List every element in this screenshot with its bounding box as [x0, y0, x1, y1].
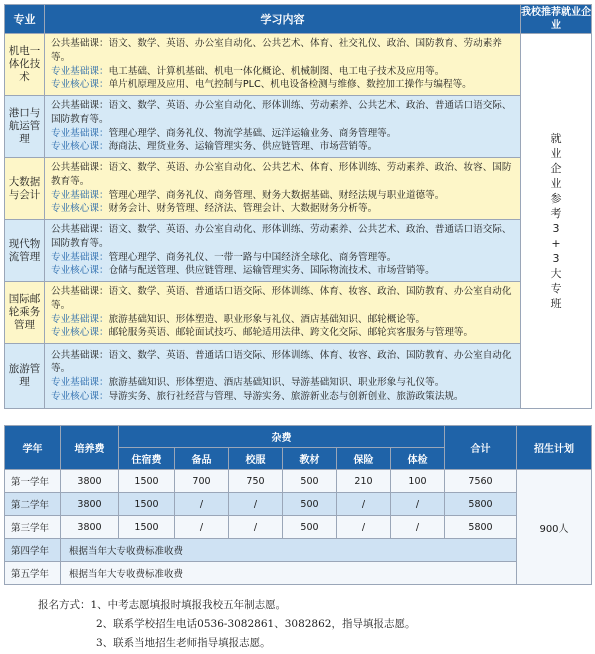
major-name: 大数据与会计	[5, 158, 45, 220]
major-name: 机电一体化技术	[5, 34, 45, 96]
checkup-fee-header: 体检	[391, 448, 445, 470]
course-items: 管理心理学、商务礼仪、一带一路与中国经济全球化、商务管理等。	[108, 251, 397, 263]
course-category-label: 专业基础课：	[51, 189, 109, 201]
course-items: 海商法、理货业务、运输管理实务、供应链管理、市场营销等。	[108, 141, 378, 153]
fee-value: 700	[175, 470, 229, 493]
course-line	[51, 376, 514, 390]
course-items: 语文、数学、英语、普通话口语交际、形体训练、体育、妆容、政治、国防教育、办公室自动化等。	[51, 349, 512, 375]
course-category-label: 专业基础课：	[51, 127, 109, 139]
signup-prefix: 报名方式：	[38, 599, 91, 611]
fee-value: 3800	[61, 493, 119, 516]
fee-year: 第二学年	[5, 493, 61, 516]
course-line	[51, 99, 514, 126]
course-line	[51, 313, 514, 327]
course-items: 语文、数学、英语、办公室自动化、公共艺术、体育、社交礼仪、政治、国防教育、劳动素养等。	[51, 38, 502, 63]
course-category-label: 专业核心课：	[51, 141, 109, 153]
fee-value: 750	[229, 470, 283, 493]
major-row	[5, 220, 592, 282]
total-column-header: 合计	[445, 426, 517, 470]
course-line	[51, 78, 514, 92]
course-category-label: 专业核心课：	[51, 390, 109, 402]
course-line	[51, 65, 514, 79]
course-line	[51, 140, 514, 154]
major-row	[5, 96, 592, 158]
fee-year: 第五学年	[5, 562, 61, 585]
course-category-label: 公共基础课：	[51, 100, 109, 112]
fee-value: /	[337, 493, 391, 516]
course-items: 旅游基础知识、形体塑造、酒店基础知识、导游基础知识、职业形象与礼仪等。	[108, 377, 445, 388]
course-line	[51, 189, 514, 203]
course-line	[51, 127, 514, 141]
major-column-header: 专业	[5, 5, 45, 34]
fee-note-row	[5, 562, 592, 585]
fee-value: /	[391, 493, 445, 516]
course-items: 语文、数学、英语、办公室自动化、公共艺术、体育、形体训练、劳动素养、政治、妆容、国防教育等。	[51, 162, 512, 187]
course-category-label: 公共基础课：	[51, 162, 109, 174]
course-list	[45, 282, 521, 344]
tuition-column-header: 培养费	[61, 426, 119, 470]
course-list	[45, 344, 521, 409]
recommend-column-header: 我校推荐就业企业	[521, 5, 592, 34]
majors-table	[4, 4, 592, 409]
major-row	[5, 158, 592, 220]
signup-line	[38, 596, 415, 615]
fee-value: /	[391, 516, 445, 539]
fee-table	[4, 425, 592, 585]
fee-value: 100	[391, 470, 445, 493]
misc-column-header: 杂费	[119, 426, 445, 448]
course-category-label: 公共基础课：	[51, 349, 109, 361]
plan-column-header: 招生计划	[517, 426, 592, 470]
fee-value: 500	[283, 516, 337, 539]
major-name: 现代物流管理	[5, 220, 45, 282]
course-category-label: 公共基础课：	[51, 286, 109, 298]
course-items: 电工基础、计算机基础、机电一体化概论、机械制图、电工电子技术及应用等。	[108, 65, 445, 77]
fee-value: 500	[283, 470, 337, 493]
course-line	[51, 264, 514, 278]
dorm-fee-header: 住宿费	[119, 448, 175, 470]
course-category-label: 专业基础课：	[51, 65, 109, 77]
course-category-label: 专业核心课：	[51, 203, 109, 215]
fee-year: 第三学年	[5, 516, 61, 539]
signup-method-3: 3、联系当地招生老师指导填报志愿。	[96, 637, 271, 649]
course-items: 旅游基础知识、形体塑造、职业形象与礼仪、酒店基础知识、邮轮概论等。	[108, 313, 426, 325]
fee-value: 1500	[119, 493, 175, 516]
fee-value: 210	[337, 470, 391, 493]
content-column-header: 学习内容	[45, 5, 521, 34]
year-column-header: 学年	[5, 426, 61, 470]
fee-year: 第一学年	[5, 470, 61, 493]
course-category-label: 公共基础课：	[51, 38, 109, 50]
signup-method-2: 2、联系学校招生电话0536-3082861、3082862，指导填报志愿。	[96, 618, 416, 630]
fee-year: 第四学年	[5, 539, 61, 562]
course-list	[45, 158, 521, 220]
recommend-cell	[521, 34, 592, 409]
course-category-label: 专业基础课：	[51, 251, 109, 263]
fee-note-row	[5, 539, 592, 562]
fee-value: 1500	[119, 516, 175, 539]
fee-row	[5, 516, 592, 539]
fee-value: /	[175, 516, 229, 539]
major-name: 国际邮轮乘务管理	[5, 282, 45, 344]
signup-instructions	[38, 596, 415, 653]
course-line	[51, 161, 514, 188]
course-line	[51, 349, 514, 376]
course-category-label: 专业核心课：	[51, 79, 109, 91]
course-items: 语文、数学、英语、办公室自动化、形体训练、劳动素养、公共艺术、政治、普通话口语交际、国防教育等。	[51, 224, 512, 249]
course-category-label: 专业核心课：	[51, 265, 109, 277]
major-name: 旅游管理	[5, 344, 45, 409]
major-row	[5, 34, 592, 96]
fee-value: 1500	[119, 470, 175, 493]
course-items: 语文、数学、英语、办公室自动化、形体训练、劳动素养、公共艺术、政治、普通话口语交际、国防教育等。	[51, 100, 512, 125]
fee-row	[5, 493, 592, 516]
course-category-label: 专业基础课：	[51, 377, 109, 388]
fee-value: 3800	[61, 470, 119, 493]
course-line	[51, 37, 514, 64]
textbook-fee-header: 教材	[283, 448, 337, 470]
course-items: 管理心理学、商务礼仪、物流学基础、远洋运输业务、商务管理等。	[108, 127, 397, 139]
fee-value: /	[229, 493, 283, 516]
course-items: 仓储与配送管理、供应链管理、运输管理实务、国际物流技术、市场营销等。	[108, 265, 435, 277]
course-category-label: 专业基础课：	[51, 313, 109, 325]
course-line	[51, 251, 514, 265]
course-items: 单片机原理及应用、电气控制与PLC、机电设备检测与维修、数控加工操作与编程等。	[108, 79, 472, 91]
recommend-text: 就业企业参考3+3大专班	[550, 132, 562, 310]
course-line	[51, 285, 514, 312]
fee-row	[5, 470, 592, 493]
fee-value: /	[229, 516, 283, 539]
course-list	[45, 96, 521, 158]
fee-note: 根据当年大专收费标准收费	[61, 539, 517, 562]
course-items: 邮轮服务英语、邮轮面试技巧、邮轮适用法律、跨文化交际、邮轮宾客服务与管理等。	[108, 327, 474, 339]
fee-value: /	[337, 516, 391, 539]
fee-value: 500	[283, 493, 337, 516]
course-list	[45, 34, 521, 96]
fee-value: 5800	[445, 516, 517, 539]
course-list	[45, 220, 521, 282]
insurance-fee-header: 保险	[337, 448, 391, 470]
course-category-label: 公共基础课：	[51, 224, 109, 236]
course-line	[51, 390, 514, 404]
fee-note: 根据当年大专收费标准收费	[61, 562, 517, 585]
course-items: 导游实务、旅行社经营与管理、导游实务、旅游新业态与创新创业、旅游政策法规。	[108, 390, 464, 402]
course-line	[51, 326, 514, 340]
majors-header-row	[5, 5, 592, 34]
enrollment-plan-value: 900人	[517, 470, 592, 585]
course-items: 语文、数学、英语、普通话口语交际、形体训练、体育、妆容、政治、国防教育、办公室自动化等。	[51, 286, 512, 311]
course-category-label: 专业核心课：	[51, 327, 109, 339]
fee-value: /	[175, 493, 229, 516]
uniform-fee-header: 校服	[229, 448, 283, 470]
course-items: 管理心理学、商务礼仪、商务管理、财务大数据基础、财经法规与职业道德等。	[108, 189, 445, 201]
major-name: 港口与航运管理	[5, 96, 45, 158]
fee-value: 7560	[445, 470, 517, 493]
major-row	[5, 344, 592, 409]
supplies-fee-header: 备品	[175, 448, 229, 470]
fee-header-row-1	[5, 426, 592, 448]
fee-value: 5800	[445, 493, 517, 516]
fee-value: 3800	[61, 516, 119, 539]
major-row	[5, 282, 592, 344]
course-items: 财务会计、财务管理、经济法、管理会计、大数据财务分析等。	[108, 203, 378, 215]
course-line	[51, 223, 514, 250]
course-line	[51, 202, 514, 216]
signup-method-1: 1、中考志愿填报时填报我校五年制志愿。	[90, 599, 287, 611]
